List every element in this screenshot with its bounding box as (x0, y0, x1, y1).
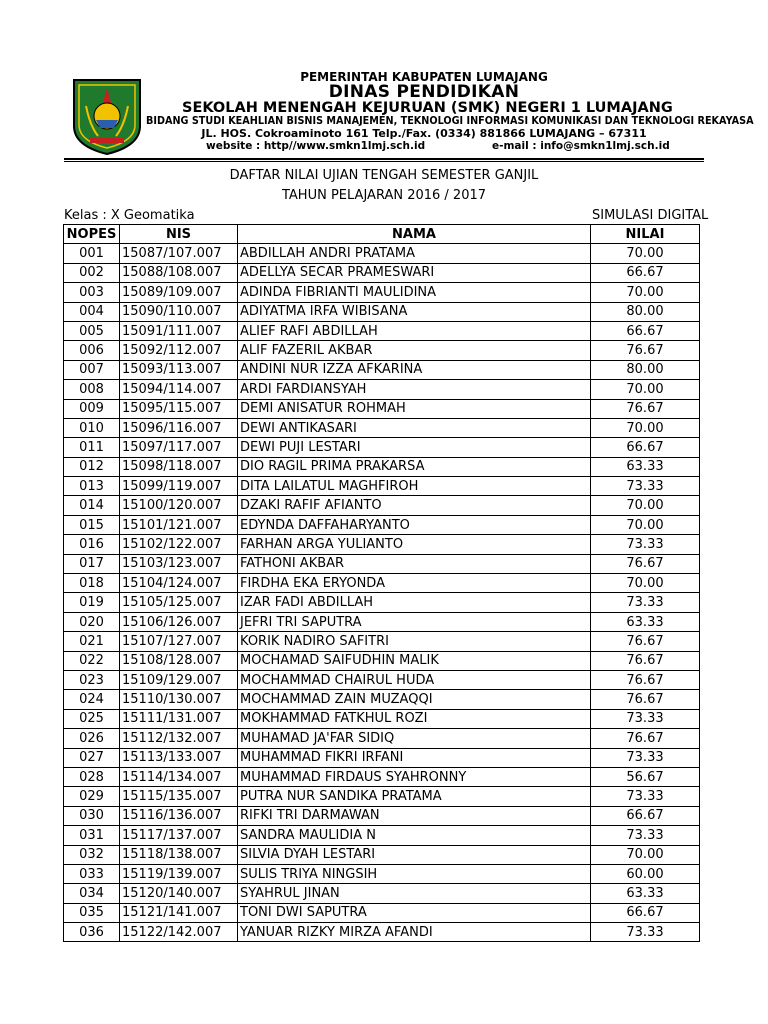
cell-nilai: 63.33 (591, 457, 700, 476)
cell-nama: ARDI FARDIANSYAH (238, 380, 591, 399)
table-row (64, 632, 700, 651)
table-row (64, 302, 700, 321)
cell-nis: 15106/126.007 (120, 612, 238, 631)
cell-nama: MOCHAMMAD CHAIRUL HUDA (238, 670, 591, 689)
cell-nopes: 006 (64, 341, 120, 360)
letterhead-divider (64, 158, 704, 160)
cell-nopes: 009 (64, 399, 120, 418)
cell-nis: 15102/122.007 (120, 535, 238, 554)
letterhead (64, 68, 754, 158)
cell-nis: 15119/139.007 (120, 864, 238, 883)
cell-nilai: 70.00 (591, 496, 700, 515)
table-row (64, 612, 700, 631)
letterhead-address: JL. HOS. Cokroaminoto 161 Telp./Fax. (0334) 881866 LUMAJANG – 67311 (201, 127, 647, 140)
table-row (64, 787, 700, 806)
cell-nama: MUHAMMAD FIRDAUS SYAHRONNY (238, 767, 591, 786)
table-row (64, 360, 700, 379)
cell-nopes: 018 (64, 574, 120, 593)
cell-nilai: 56.67 (591, 767, 700, 786)
cell-nopes: 005 (64, 321, 120, 340)
cell-nopes: 030 (64, 806, 120, 825)
table-row (64, 903, 700, 922)
cell-nis: 15108/128.007 (120, 651, 238, 670)
cell-nama: SULIS TRIYA NINGSIH (238, 864, 591, 883)
cell-nis: 15100/120.007 (120, 496, 238, 515)
cell-nopes: 003 (64, 283, 120, 302)
cell-nama: FATHONI AKBAR (238, 554, 591, 573)
table-row (64, 651, 700, 670)
letterhead-agency: DINAS PENDIDIKAN (328, 82, 520, 102)
table-row (64, 806, 700, 825)
cell-nis: 15095/115.007 (120, 399, 238, 418)
letterhead-school-name: SEKOLAH MENENGAH KEJURUAN (SMK) NEGERI 1 LUMAJANG (182, 100, 673, 116)
cell-nis: 15103/123.007 (120, 554, 238, 573)
cell-nama: MOKHAMMAD FATKHUL ROZI (238, 709, 591, 728)
cell-nopes: 013 (64, 477, 120, 496)
cell-nilai: 76.67 (591, 632, 700, 651)
cell-nama: MUHAMMAD FIKRI IRFANI (238, 748, 591, 767)
cell-nis: 15113/133.007 (120, 748, 238, 767)
cell-nilai: 76.67 (591, 690, 700, 709)
cell-nopes: 012 (64, 457, 120, 476)
table-row (64, 380, 700, 399)
letterhead-study-fields: BIDANG STUDI KEAHLIAN BISNIS MANAJEMEN, TEKNOLOGI INFORMASI KOMUNIKASI DAN TEKNOLOGI REKAYASA (146, 115, 754, 127)
header-nama: NAMA (238, 225, 591, 244)
cell-nopes: 031 (64, 826, 120, 845)
cell-nis: 15105/125.007 (120, 593, 238, 612)
cell-nopes: 002 (64, 263, 120, 282)
cell-nama: IZAR FADI ABDILLAH (238, 593, 591, 612)
cell-nopes: 015 (64, 515, 120, 534)
class-label: Kelas : X Geomatika (64, 208, 195, 223)
cell-nama: FARHAN ARGA YULIANTO (238, 535, 591, 554)
cell-nama: SILVIA DYAH LESTARI (238, 845, 591, 864)
cell-nilai: 80.00 (591, 302, 700, 321)
table-row (64, 399, 700, 418)
cell-nopes: 035 (64, 903, 120, 922)
cell-nis: 15122/142.007 (120, 923, 238, 942)
cell-nopes: 019 (64, 593, 120, 612)
table-row (64, 438, 700, 457)
cell-nilai: 73.33 (591, 709, 700, 728)
cell-nama: MOCHAMMAD ZAIN MUZAQQI (238, 690, 591, 709)
cell-nopes: 033 (64, 864, 120, 883)
cell-nama: ADIYATMA IRFA WIBISANA (238, 302, 591, 321)
cell-nilai: 73.33 (591, 535, 700, 554)
cell-nama: MOCHAMAD SAIFUDHIN MALIK (238, 651, 591, 670)
cell-nis: 15107/127.007 (120, 632, 238, 651)
cell-nilai: 63.33 (591, 612, 700, 631)
cell-nopes: 027 (64, 748, 120, 767)
cell-nilai: 73.33 (591, 593, 700, 612)
cell-nopes: 028 (64, 767, 120, 786)
cell-nama: ANDINI NUR IZZA AFKARINA (238, 360, 591, 379)
cell-nopes: 029 (64, 787, 120, 806)
cell-nopes: 007 (64, 360, 120, 379)
cell-nama: YANUAR RIZKY MIRZA AFANDI (238, 923, 591, 942)
table-row (64, 515, 700, 534)
table-row (64, 263, 700, 282)
cell-nilai: 70.00 (591, 418, 700, 437)
cell-nopes: 036 (64, 923, 120, 942)
table-header-row (64, 225, 700, 244)
cell-nilai: 70.00 (591, 380, 700, 399)
cell-nilai: 73.33 (591, 826, 700, 845)
letterhead-email: e-mail : info@smkn1lmj.sch.id (492, 140, 670, 152)
cell-nama: ALIEF RAFI ABDILLAH (238, 321, 591, 340)
cell-nopes: 004 (64, 302, 120, 321)
table-row (64, 670, 700, 689)
table-row (64, 845, 700, 864)
cell-nis: 15116/136.007 (120, 806, 238, 825)
table-row (64, 709, 700, 728)
cell-nilai: 70.00 (591, 244, 700, 263)
cell-nis: 15114/134.007 (120, 767, 238, 786)
table-row (64, 554, 700, 573)
table-row (64, 923, 700, 942)
cell-nis: 15115/135.007 (120, 787, 238, 806)
cell-nopes: 026 (64, 729, 120, 748)
cell-nopes: 023 (64, 670, 120, 689)
cell-nilai: 73.33 (591, 923, 700, 942)
table-row (64, 767, 700, 786)
cell-nis: 15097/117.007 (120, 438, 238, 457)
cell-nis: 15110/130.007 (120, 690, 238, 709)
cell-nis: 15104/124.007 (120, 574, 238, 593)
table-row (64, 341, 700, 360)
cell-nilai: 70.00 (591, 283, 700, 302)
cell-nama: DZAKI RAFIF AFIANTO (238, 496, 591, 515)
cell-nis: 15093/113.007 (120, 360, 238, 379)
cell-nama: JEFRI TRI SAPUTRA (238, 612, 591, 631)
cell-nis: 15088/108.007 (120, 263, 238, 282)
letterhead-government: PEMERINTAH KABUPATEN LUMAJANG (300, 70, 548, 84)
score-table-body (64, 244, 700, 942)
letterhead-divider-thin (64, 161, 704, 162)
table-row (64, 496, 700, 515)
cell-nilai: 76.67 (591, 554, 700, 573)
cell-nama: ADELLYA SECAR PRAMESWARI (238, 263, 591, 282)
cell-nis: 15090/110.007 (120, 302, 238, 321)
document-subtitle: TAHUN PELAJARAN 2016 / 2017 (281, 188, 487, 203)
cell-nama: MUHAMAD JA'FAR SIDIQ (238, 729, 591, 748)
cell-nama: PUTRA NUR SANDIKA PRATAMA (238, 787, 591, 806)
cell-nama: ALIF FAZERIL AKBAR (238, 341, 591, 360)
cell-nopes: 025 (64, 709, 120, 728)
header-nopes: NOPES (64, 225, 120, 244)
cell-nis: 15111/131.007 (120, 709, 238, 728)
header-nis: NIS (120, 225, 238, 244)
cell-nis: 15121/141.007 (120, 903, 238, 922)
table-row (64, 690, 700, 709)
cell-nopes: 034 (64, 884, 120, 903)
cell-nopes: 021 (64, 632, 120, 651)
cell-nilai: 73.33 (591, 477, 700, 496)
document-title: DAFTAR NILAI UJIAN TENGAH SEMESTER GANJIL (229, 168, 539, 183)
cell-nilai: 76.67 (591, 341, 700, 360)
letterhead-contact (206, 140, 706, 152)
cell-nama: DEMI ANISATUR ROHMAH (238, 399, 591, 418)
subject-label: SIMULASI DIGITAL (592, 208, 709, 223)
table-row (64, 864, 700, 883)
cell-nilai: 73.33 (591, 787, 700, 806)
cell-nama: DEWI ANTIKASARI (238, 418, 591, 437)
table-row (64, 283, 700, 302)
cell-nilai: 73.33 (591, 748, 700, 767)
table-row (64, 457, 700, 476)
letterhead-website: website : http//www.smkn1lmj.sch.id (206, 140, 426, 152)
kabupaten-lumajang-crest-icon (68, 76, 146, 156)
cell-nilai: 66.67 (591, 438, 700, 457)
table-row (64, 418, 700, 437)
table-row (64, 574, 700, 593)
table-row (64, 477, 700, 496)
cell-nis: 15109/129.007 (120, 670, 238, 689)
cell-nis: 15101/121.007 (120, 515, 238, 534)
cell-nopes: 011 (64, 438, 120, 457)
cell-nopes: 022 (64, 651, 120, 670)
table-row (64, 244, 700, 263)
cell-nama: EDYNDA DAFFAHARYANTO (238, 515, 591, 534)
cell-nilai: 66.67 (591, 903, 700, 922)
cell-nama: DEWI PUJI LESTARI (238, 438, 591, 457)
cell-nilai: 70.00 (591, 515, 700, 534)
cell-nilai: 60.00 (591, 864, 700, 883)
table-row (64, 321, 700, 340)
cell-nis: 15092/112.007 (120, 341, 238, 360)
cell-nopes: 001 (64, 244, 120, 263)
cell-nama: SYAHRUL JINAN (238, 884, 591, 903)
cell-nilai: 80.00 (591, 360, 700, 379)
cell-nilai: 76.67 (591, 729, 700, 748)
cell-nilai: 66.67 (591, 321, 700, 340)
cell-nopes: 008 (64, 380, 120, 399)
cell-nopes: 014 (64, 496, 120, 515)
cell-nis: 15089/109.007 (120, 283, 238, 302)
cell-nis: 15117/137.007 (120, 826, 238, 845)
cell-nilai: 63.33 (591, 884, 700, 903)
cell-nis: 15091/111.007 (120, 321, 238, 340)
cell-nopes: 032 (64, 845, 120, 864)
table-row (64, 729, 700, 748)
score-table (63, 224, 700, 942)
table-row (64, 593, 700, 612)
cell-nis: 15112/132.007 (120, 729, 238, 748)
table-row (64, 535, 700, 554)
cell-nilai: 76.67 (591, 670, 700, 689)
cell-nopes: 020 (64, 612, 120, 631)
cell-nama: TONI DWI SAPUTRA (238, 903, 591, 922)
cell-nama: KORIK NADIRO SAFITRI (238, 632, 591, 651)
cell-nopes: 016 (64, 535, 120, 554)
table-row (64, 748, 700, 767)
cell-nis: 15087/107.007 (120, 244, 238, 263)
header-nilai: NILAI (591, 225, 700, 244)
cell-nis: 15120/140.007 (120, 884, 238, 903)
table-row (64, 826, 700, 845)
cell-nopes: 017 (64, 554, 120, 573)
cell-nis: 15096/116.007 (120, 418, 238, 437)
cell-nilai: 66.67 (591, 263, 700, 282)
cell-nilai: 70.00 (591, 574, 700, 593)
cell-nopes: 010 (64, 418, 120, 437)
cell-nis: 15094/114.007 (120, 380, 238, 399)
cell-nama: FIRDHA EKA ERYONDA (238, 574, 591, 593)
cell-nama: DIO RAGIL PRIMA PRAKARSA (238, 457, 591, 476)
table-row (64, 884, 700, 903)
cell-nis: 15099/119.007 (120, 477, 238, 496)
cell-nis: 15098/118.007 (120, 457, 238, 476)
cell-nama: DITA LAILATUL MAGHFIROH (238, 477, 591, 496)
cell-nilai: 76.67 (591, 651, 700, 670)
cell-nama: RIFKI TRI DARMAWAN (238, 806, 591, 825)
cell-nilai: 66.67 (591, 806, 700, 825)
cell-nopes: 024 (64, 690, 120, 709)
cell-nilai: 76.67 (591, 399, 700, 418)
cell-nama: ADINDA FIBRIANTI MAULIDINA (238, 283, 591, 302)
cell-nama: ABDILLAH ANDRI PRATAMA (238, 244, 591, 263)
cell-nis: 15118/138.007 (120, 845, 238, 864)
cell-nilai: 70.00 (591, 845, 700, 864)
cell-nama: SANDRA MAULIDIA N (238, 826, 591, 845)
